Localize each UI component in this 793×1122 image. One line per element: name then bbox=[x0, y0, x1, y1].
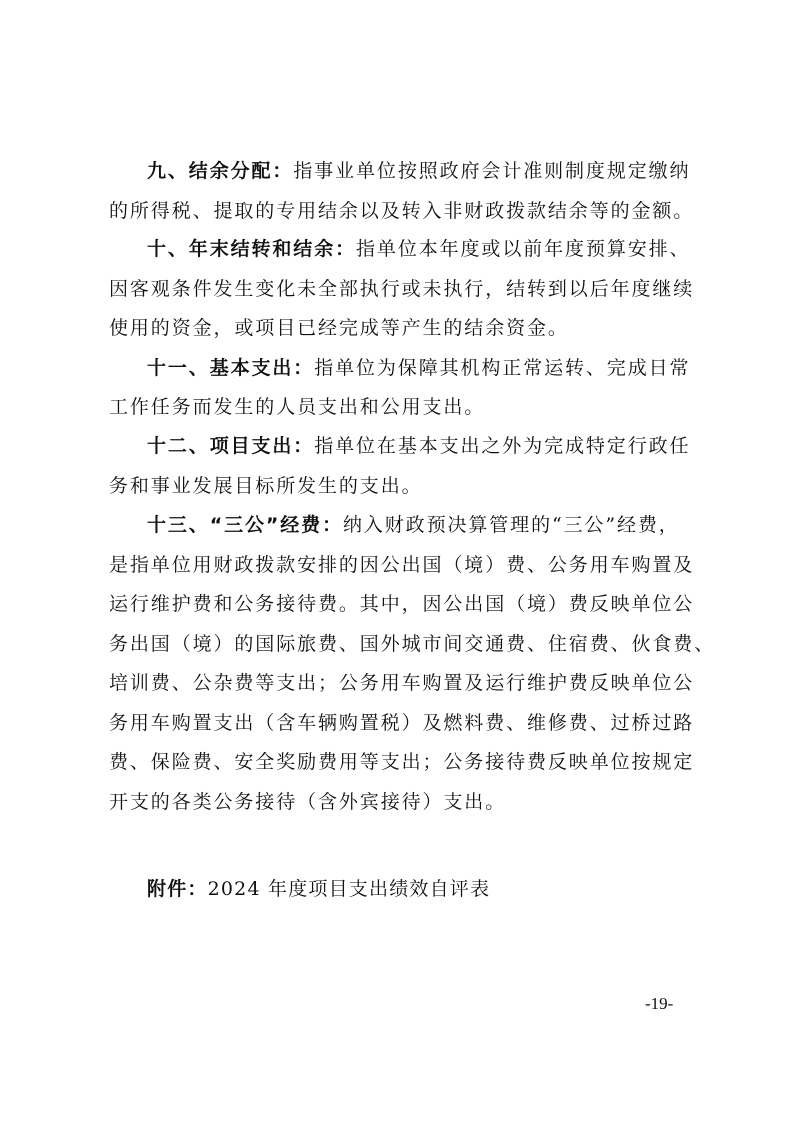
section-10-line-2: 因客观条件发生变化未全部执行或未执行，结转到以后年度继续 bbox=[109, 278, 695, 300]
section-11-line-2: 工作任务而发生的人员支出和公用支出。 bbox=[109, 396, 486, 418]
section-12-line-2: 务和事业发展目标所发生的支出。 bbox=[109, 475, 423, 497]
section-9-text: 指事业单位按照政府会计准则制度规定缴纳 bbox=[293, 160, 691, 182]
section-13-heading: 十三、“三公”经费： bbox=[147, 514, 343, 536]
page-number: -19- bbox=[645, 994, 674, 1013]
section-12-heading: 十二、项目支出： bbox=[147, 435, 315, 457]
attachment-label: 附件： bbox=[147, 878, 208, 900]
section-13-line-3: 运行维护费和公务接待费。其中，因公出国（境）费反映单位公 bbox=[109, 593, 695, 615]
section-11-text: 指单位为保障其机构正常运转、完成日常 bbox=[314, 357, 691, 379]
section-13-line-6: 务用车购置支出（含车辆购置税）及燃料费、维修费、过桥过路 bbox=[109, 712, 695, 734]
section-9-line-2: 的所得税、提取的专用结余以及转入非财政拨款结余等的金额。 bbox=[109, 200, 695, 222]
section-12-text: 指单位在基本支出之外为完成特定行政任 bbox=[314, 435, 691, 457]
section-10-text: 指单位本年度或以前年度预算安排、 bbox=[356, 238, 691, 260]
section-9-line-1 bbox=[147, 158, 694, 184]
section-12-line-1 bbox=[147, 433, 694, 459]
attachment-link[interactable]: 2024 年度项目支出绩效自评表 bbox=[207, 878, 491, 900]
section-13-line-2: 是指单位用财政拨款安排的因公出国（境）费、公务用车购置及 bbox=[109, 554, 695, 576]
section-10-line-3: 使用的资金，或项目已经完成等产生的结余资金。 bbox=[109, 317, 569, 339]
section-11-heading: 十一、基本支出： bbox=[147, 357, 315, 379]
section-13-line-5: 培训费、公杂费等支出；公务用车购置及运行维护费反映单位公 bbox=[109, 672, 695, 694]
section-13-text: 纳入财政预决算管理的“三公”经费， bbox=[342, 514, 680, 536]
section-10-line-1 bbox=[147, 236, 694, 262]
section-11-line-1 bbox=[147, 355, 694, 381]
section-9-heading: 九、结余分配： bbox=[147, 160, 294, 182]
section-10-heading: 十、年末结转和结余： bbox=[147, 238, 357, 260]
section-13-line-4: 务出国（境）的国际旅费、国外城市间交通费、住宿费、伙食费、 bbox=[109, 633, 716, 655]
attachment-line bbox=[147, 876, 490, 902]
section-13-line-1 bbox=[147, 512, 694, 538]
section-13-line-7: 费、保险费、安全奖励费用等支出；公务接待费反映单位按规定 bbox=[109, 751, 695, 773]
section-13-line-8: 开支的各类公务接待（含外宾接待）支出。 bbox=[109, 791, 507, 813]
